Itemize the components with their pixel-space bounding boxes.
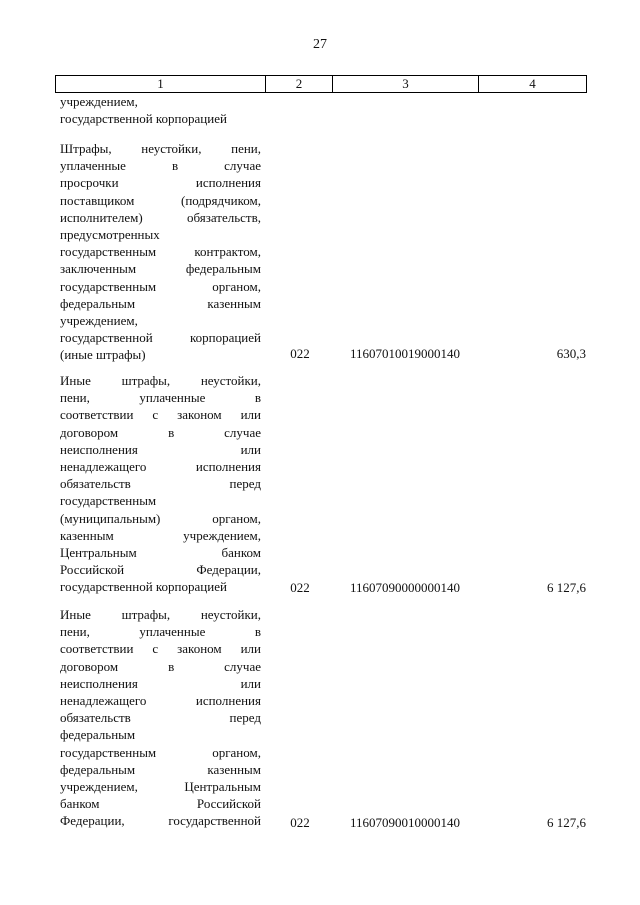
header-col-4: 4 [529, 76, 536, 91]
header-col-2: 2 [266, 76, 333, 92]
desc-line: государственной корпорацией [60, 579, 227, 595]
desc-line: предусмотренных [60, 227, 160, 243]
desc-line: (иные штрафы) [60, 347, 146, 363]
desc-line: государственным [60, 493, 157, 509]
desc-line: Федерации, государственной [60, 813, 261, 829]
continuation-description [60, 93, 261, 127]
desc-line: государственным органом, [60, 744, 261, 760]
desc-line: учреждением, [60, 94, 138, 109]
desc-line: учреждением, Центральным [60, 779, 261, 795]
row-1-kbk: 11607010019000140 [349, 346, 461, 361]
desc-line: Российской Федерации, [60, 562, 261, 578]
desc-line: казенным учреждением, [60, 527, 261, 543]
desc-line: государственным органом, [60, 278, 261, 294]
desc-line: заключенным федеральным [60, 261, 261, 277]
desc-line: обязательств перед [60, 710, 261, 726]
desc-line: просрочки исполнения [60, 175, 261, 191]
desc-line: Иные штрафы, неустойки, [60, 373, 261, 388]
header-col-1: 1 [56, 76, 266, 92]
desc-line: государственной корпорацией [60, 330, 261, 346]
desc-line: Штрафы, неустойки, пени, [60, 141, 261, 156]
desc-line: неисполнения или [60, 675, 261, 691]
page-number: 27 [313, 37, 327, 52]
row-3-admin-code: 022 [290, 815, 310, 830]
desc-line: договором в случае [60, 424, 261, 440]
desc-line: соответствии с законом или [60, 641, 261, 657]
desc-line: государственной корпорацией [60, 111, 227, 127]
desc-line: федеральным [60, 727, 136, 743]
desc-line: неисполнения или [60, 441, 261, 457]
desc-line: Иные штрафы, неустойки, [60, 607, 261, 622]
desc-line: банком Российской [60, 796, 261, 812]
desc-line: уплаченные в случае [60, 158, 261, 174]
desc-line: исполнителем) обязательств, [60, 209, 261, 225]
desc-line: договором в случае [60, 658, 261, 674]
desc-line: ненадлежащего исполнения [60, 459, 261, 475]
header-col-3: 3 [333, 76, 479, 92]
row-2-amount: 6 127,6 [547, 580, 586, 595]
desc-line: федеральным казенным [60, 295, 261, 311]
desc-line: пени, уплаченные в [60, 624, 261, 640]
row-3-kbk: 11607090010000140 [349, 815, 461, 830]
row-3-amount: 6 127,6 [547, 815, 586, 830]
desc-line: соответствии с законом или [60, 407, 261, 423]
row-3-description [60, 606, 261, 830]
row-2-admin-code: 022 [290, 580, 310, 595]
row-1-admin-code: 022 [290, 346, 310, 361]
row-2-kbk: 11607090000000140 [349, 580, 461, 595]
desc-line: пени, уплаченные в [60, 390, 261, 406]
desc-line: поставщиком (подрядчиком, [60, 192, 261, 208]
row-1-amount: 630,3 [556, 346, 586, 361]
row-2-description [60, 372, 261, 596]
desc-line: учреждением, [60, 313, 138, 329]
desc-line: обязательств перед [60, 476, 261, 492]
desc-line: государственным контрактом, [60, 244, 261, 260]
desc-line: федеральным казенным [60, 761, 261, 777]
desc-line: ненадлежащего исполнения [60, 693, 261, 709]
row-1-description [60, 140, 261, 364]
desc-line: Центральным банком [60, 545, 261, 561]
desc-line: (муниципальным) органом, [60, 510, 261, 526]
table-header [55, 75, 587, 93]
